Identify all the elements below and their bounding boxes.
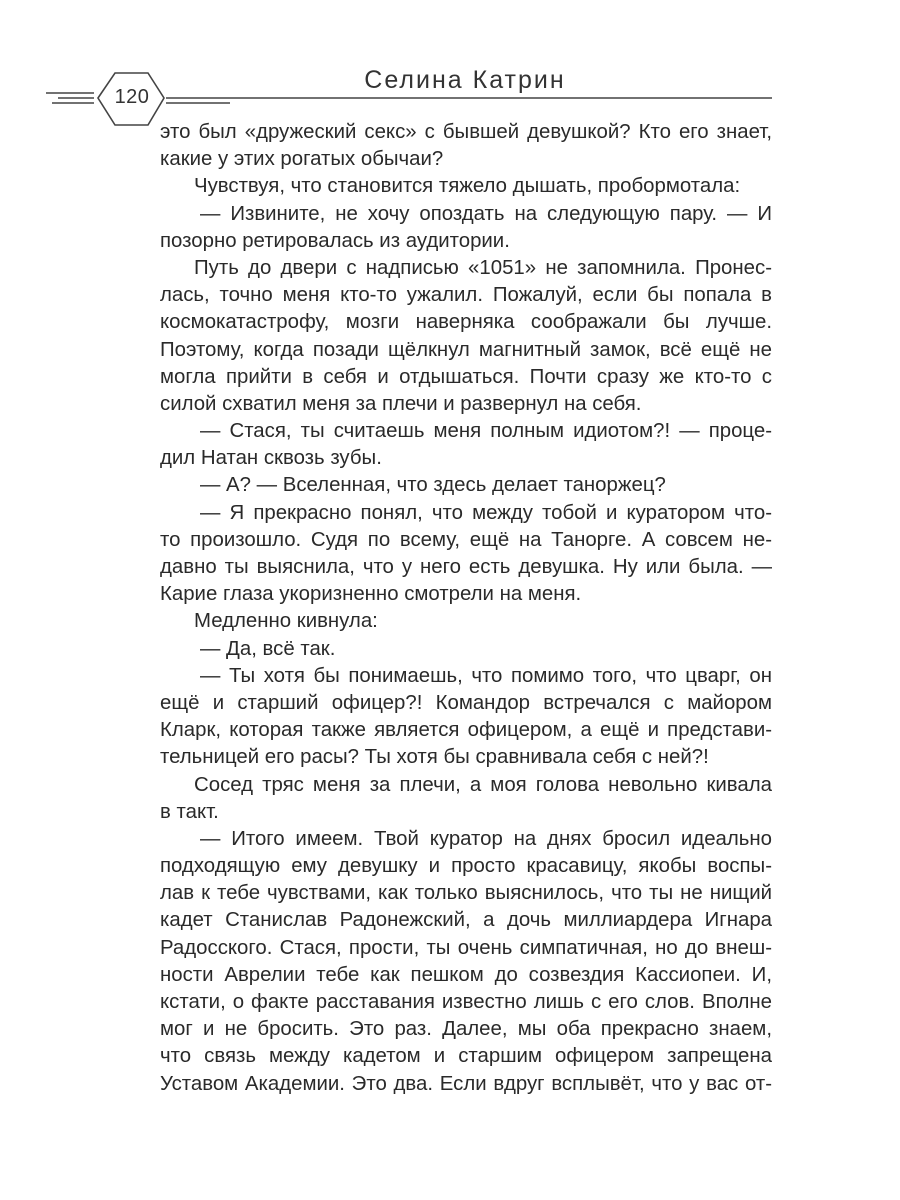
text-line: давно ты выяснила, что у него есть девушка. Ну или была. —: [160, 556, 772, 578]
text-line: лав к тебе чувствами, как только выяснилось, что ты не нищий: [160, 882, 772, 905]
running-title: Селина Катрин: [364, 66, 566, 94]
text-line: что связь между кадетом и старшим офицером запрещена: [160, 1045, 772, 1068]
text-line: кадет Станислав Радонежский, а дочь миллиардера Игнара: [160, 909, 772, 932]
page-number: 120: [114, 86, 150, 108]
text-line: тельницей его расы? Ты хотя бы сравнивала себя с ней?!: [160, 746, 709, 769]
text-line: — Стася, ты считаешь меня полным идиотом?! — проце-: [200, 420, 772, 443]
text-line: позорно ретировалась из аудитории.: [160, 229, 510, 252]
text-line: Медленно кивнула:: [194, 610, 378, 633]
text-line: кстати, о факте расставания известно лишь с его слов. Вполне: [160, 991, 772, 1013]
text-line: лась, точно меня кто-то ужалил. Пожалуй, если бы попала в: [160, 284, 772, 307]
text-line: — А? — Вселенная, что здесь делает таноржец?: [200, 474, 666, 497]
text-line: Поэтому, когда позади щёлкнул магнитный замок, всё ещё не: [160, 338, 772, 361]
text-line: Карие глаза укоризненно смотрели на меня.: [160, 583, 582, 606]
text-line: — Итого имеем. Твой куратор на днях бросил идеально: [200, 827, 772, 850]
text-line: — Я прекрасно понял, что между тобой и куратором что-: [200, 501, 772, 524]
text-line: дил Натан сквозь зубы.: [160, 447, 382, 470]
text-line: — Ты хотя бы понимаешь, что помимо того, что цварг, он: [200, 664, 772, 687]
text-line: могла прийти в себя и отдышаться. Почти сразу же кто-то с: [160, 365, 772, 388]
text-line: Кларк, которая также является офицером, а ещё и представи-: [160, 719, 772, 742]
text-line: Чувствуя, что становится тяжело дышать, пробормотала:: [194, 175, 741, 198]
text-line: это был «дружеский секс» с бывшей девушкой? Кто его знает,: [160, 121, 772, 143]
text-line: Сосед тряс меня за плечи, а моя голова невольно кивала: [194, 773, 772, 796]
body-text: [160, 119, 772, 1098]
text-line: — Извините, не хочу опоздать на следующую пару. — И: [200, 202, 772, 225]
text-line: силой схватил меня за плечи и развернул на себя.: [160, 392, 642, 415]
text-line: Путь до двери с надписью «1051» не запомнила. Пронес-: [194, 256, 772, 279]
text-line: подходящую ему девушку и просто красавицу, якобы воспы-: [160, 855, 772, 878]
text-line: мог и не бросить. Это раз. Далее, мы оба прекрасно знаем,: [160, 1018, 772, 1041]
text-line: ещё и старший офицер?! Командор встречался с майором: [160, 691, 772, 714]
text-line: какие у этих рогатых обычаи?: [160, 148, 444, 171]
text-line: Уставом Академии. Это два. Если вдруг всплывёт, что у вас от-: [160, 1072, 772, 1095]
text-line: в такт.: [160, 800, 219, 823]
text-line: Радосского. Стася, прости, ты очень симпатичная, но до внеш-: [160, 936, 772, 959]
text-line: космокатастрофу, мозги наверняка соображали бы лучше.: [160, 311, 772, 334]
text-line: то произошло. Судя по всему, ещё на Танорге. А совсем не-: [160, 528, 772, 551]
text-line: ности Аврелии тебе как пешком до созвездия Кассиопеи. И,: [160, 963, 772, 986]
text-line: — Да, всё так.: [200, 637, 336, 660]
